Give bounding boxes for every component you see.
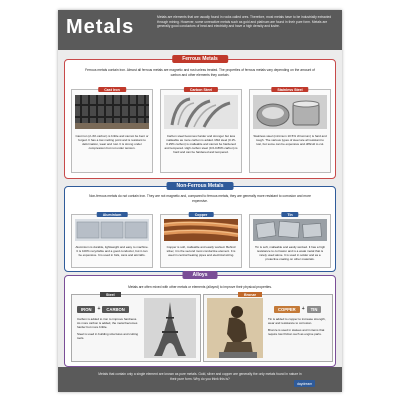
copper-text: Copper is soft, malleable and easily worked. Behind silver, it is the second most conductive element. It is used in central heating pipes and electrical wiring.: [166, 245, 236, 257]
cast-iron-card: [71, 89, 153, 173]
plus-sign: +: [97, 306, 101, 312]
carbon-chip: CARBON: [102, 306, 128, 313]
copper-image: [164, 219, 238, 241]
stainless-steel-image: [253, 95, 327, 129]
alloys-intro: Metals are often mixed with other metals or elements (alloyed) to improve their physical properties.: [128, 285, 272, 289]
non-ferrous-intro: Non-ferrous metals do not contain iron. They are not magnetic and, compared to ferrous metals, they are generally more resistant to corrosion and more expensive.: [89, 194, 311, 203]
ferrous-intro: Ferrous metals contain iron. Almost all ferrous metals are magnetic and rust unless treated. The properties of ferrous metals vary depending on the amount of carbon and other elements they contain.: [85, 68, 315, 77]
alloys-heading: Alloys: [182, 271, 217, 279]
cast-iron-image: [75, 95, 149, 129]
intro-text: Metals are elements that are usually found in rocks called ores. Therefore, most metals have to be industrially extracted through mining. However, some unreactive metals such as gold and platinum are found in their pure form. Metals are generally good conductors of heat and electricity and have a high density and lustre.: [157, 15, 332, 29]
non-ferrous-heading: Non-Ferrous Metals: [167, 182, 234, 190]
copper-label: Copper: [189, 212, 214, 217]
footer: [58, 367, 342, 392]
eiffel-tower-image: [144, 298, 196, 358]
poster: [58, 10, 342, 392]
title-bar: [58, 10, 342, 50]
carbon-steel-text: Carbon steel becomes harder and stronger but less malleable as more carbon is added. Mild steel (0.15-0.29% carbon) is malleable and cannot be hardened and tempered. High carbon steel (0.6-0.89% carbon) is hard and can be hardened and tempered.: [164, 134, 238, 154]
bronze-label: Bronze: [238, 292, 262, 297]
bronze-text: [268, 317, 332, 336]
bronze-text-1: Tin is added to copper to increase strength, wear and resistance to corrosion.: [268, 317, 326, 325]
plus-sign: +: [301, 306, 305, 312]
bronze-text-2: Bronze is used in statues and in items that require low friction such as engine parts.: [268, 328, 325, 336]
non-ferrous-metals-section: [64, 183, 336, 272]
copper-card: [160, 214, 242, 268]
aluminium-label: Aluminium: [97, 212, 128, 217]
steel-alloy-panel: [71, 294, 201, 362]
tin-card: [249, 214, 331, 268]
carbon-steel-image: [164, 95, 238, 129]
steel-text-1: Carbon is added to iron to improve hardness. As more carbon is added, the metal becomes harder but more brittle.: [77, 317, 138, 329]
footer-text: Metals that contain only a single element are known as pure metals. Gold, silver and copper are generally the only metals found in nature in their pure form. Why do you think this is?: [98, 372, 302, 381]
stainless-steel-card: [249, 89, 331, 173]
thinker-statue-image: [207, 298, 263, 358]
copper-chip: COPPER: [274, 306, 300, 313]
aluminium-image: [75, 219, 149, 241]
carbon-steel-label: Carbon Steel: [184, 87, 218, 92]
alloys-section: [64, 272, 336, 367]
bronze-formula: [274, 305, 321, 313]
steel-text: [77, 317, 141, 340]
aluminium-card: [71, 214, 153, 268]
tin-text: Tin is soft, malleable and easily worked. It has a high resistance to corrosion and is a weak metal that is rarely used alone. It is used in solder and as a protective coating on other materials.: [254, 245, 326, 261]
stainless-steel-label: Stainless Steel: [271, 87, 308, 92]
steel-formula: [77, 305, 129, 313]
ferrous-metals-section: [64, 56, 336, 179]
cast-iron-text: Cast iron (2-4% carbon) is brittle and cannot be bent or forged. It has a low melting point and is resistant to deformation, wear and rust. It is strong under compression but not under tension.: [75, 134, 149, 150]
stainless-steel-text: Stainless steel (minimum 10.5% chromium) is hard and tough. The various types of steel are all resistant to rust, but some can be expensive and difficult to cut.: [253, 134, 327, 146]
tin-chip: TIN: [307, 306, 322, 313]
iron-chip: IRON: [77, 306, 95, 313]
steel-text-2: Steel is used in building structures and cutting tools.: [77, 332, 139, 340]
bronze-alloy-panel: [203, 294, 333, 362]
tin-label: Tin: [281, 212, 298, 217]
ferrous-heading: Ferrous Metals: [172, 55, 228, 63]
aluminium-text: Aluminium is durable, lightweight and easy to machine. It is 100% recyclable and a good conductor, but it can be expensive. It is used in foils, cans and aircrafts.: [75, 245, 149, 257]
cast-iron-label: Cast Iron: [98, 87, 126, 92]
poster-title: Metals: [66, 16, 135, 38]
carbon-steel-card: [160, 89, 242, 173]
daydream-logo: daydream: [294, 380, 315, 387]
steel-label: Steel: [100, 292, 121, 297]
tin-image: [253, 219, 327, 241]
